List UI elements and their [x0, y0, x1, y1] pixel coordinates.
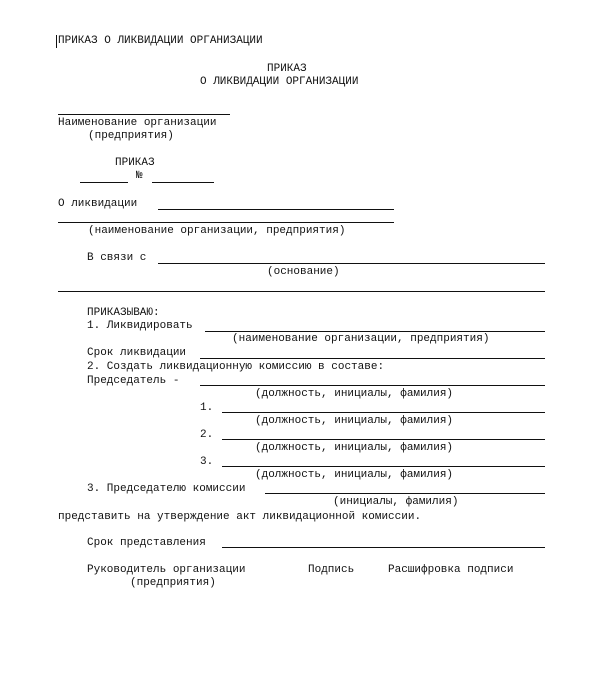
item1-label: 1. Ликвидировать: [87, 320, 193, 332]
doc-subtitle: О ЛИКВИДАЦИИ ОРГАНИЗАЦИИ: [200, 76, 359, 88]
item3-caption: (инициалы, фамилия): [333, 496, 459, 508]
term-label: Срок ликвидации: [87, 347, 187, 359]
org-name-label: Наименование организации: [58, 117, 217, 129]
reason-label: В связи с: [87, 252, 147, 264]
liquidation-caption: (наименование организации, предприятия): [88, 225, 346, 237]
member2-line[interactable]: [222, 439, 545, 440]
org-name-line[interactable]: [58, 114, 230, 115]
item1-caption: (наименование организации, предприятия): [232, 333, 490, 345]
sign-label: Подпись: [308, 564, 355, 576]
order-word: ПРИКАЗ: [115, 157, 155, 169]
order-date-line[interactable]: [80, 182, 128, 183]
chair-label: Председатель -: [87, 375, 180, 387]
reason-line-1[interactable]: [158, 263, 545, 264]
head-sub: (предприятия): [130, 577, 216, 589]
order-number-line[interactable]: [152, 182, 214, 183]
chair-caption: (должность, инициалы, фамилия): [255, 388, 454, 400]
reason-line-2[interactable]: [58, 291, 545, 292]
deadline-label: Срок представления: [87, 537, 206, 549]
member1-caption: (должность, инициалы, фамилия): [255, 415, 454, 427]
file-title: ПРИКАЗ О ЛИКВИДАЦИИ ОРГАНИЗАЦИИ: [58, 35, 263, 47]
orders-heading: ПРИКАЗЫВАЮ:: [87, 307, 160, 319]
term-line[interactable]: [200, 358, 545, 359]
deadline-line[interactable]: [222, 547, 545, 548]
reason-caption: (основание): [267, 266, 340, 278]
member3-caption: (должность, инициалы, фамилия): [255, 469, 454, 481]
liquidation-label: О ликвидации: [58, 198, 138, 210]
member3-number: 3.: [200, 456, 214, 468]
item3-line[interactable]: [265, 493, 545, 494]
submit-text: представить на утверждение акт ликвидационной комиссии.: [58, 511, 422, 523]
member1-number: 1.: [200, 402, 214, 414]
member1-line[interactable]: [222, 412, 545, 413]
head-label: Руководитель организации: [87, 564, 246, 576]
member3-line[interactable]: [222, 466, 545, 467]
order-number-sign: №: [136, 170, 143, 182]
chair-line[interactable]: [200, 385, 545, 386]
doc-title: ПРИКАЗ: [267, 63, 307, 75]
item2-label: 2. Создать ликвидационную комиссию в составе:: [87, 361, 385, 373]
liquidation-line-1[interactable]: [158, 209, 394, 210]
member2-number: 2.: [200, 429, 214, 441]
decode-label: Расшифровка подписи: [388, 564, 514, 576]
org-name-sub: (предприятия): [88, 130, 174, 142]
liquidation-line-2[interactable]: [58, 222, 394, 223]
item3-label: 3. Председателю комиссии: [87, 483, 246, 495]
item1-line[interactable]: [205, 331, 545, 332]
member2-caption: (должность, инициалы, фамилия): [255, 442, 454, 454]
text-cursor: [56, 35, 57, 48]
